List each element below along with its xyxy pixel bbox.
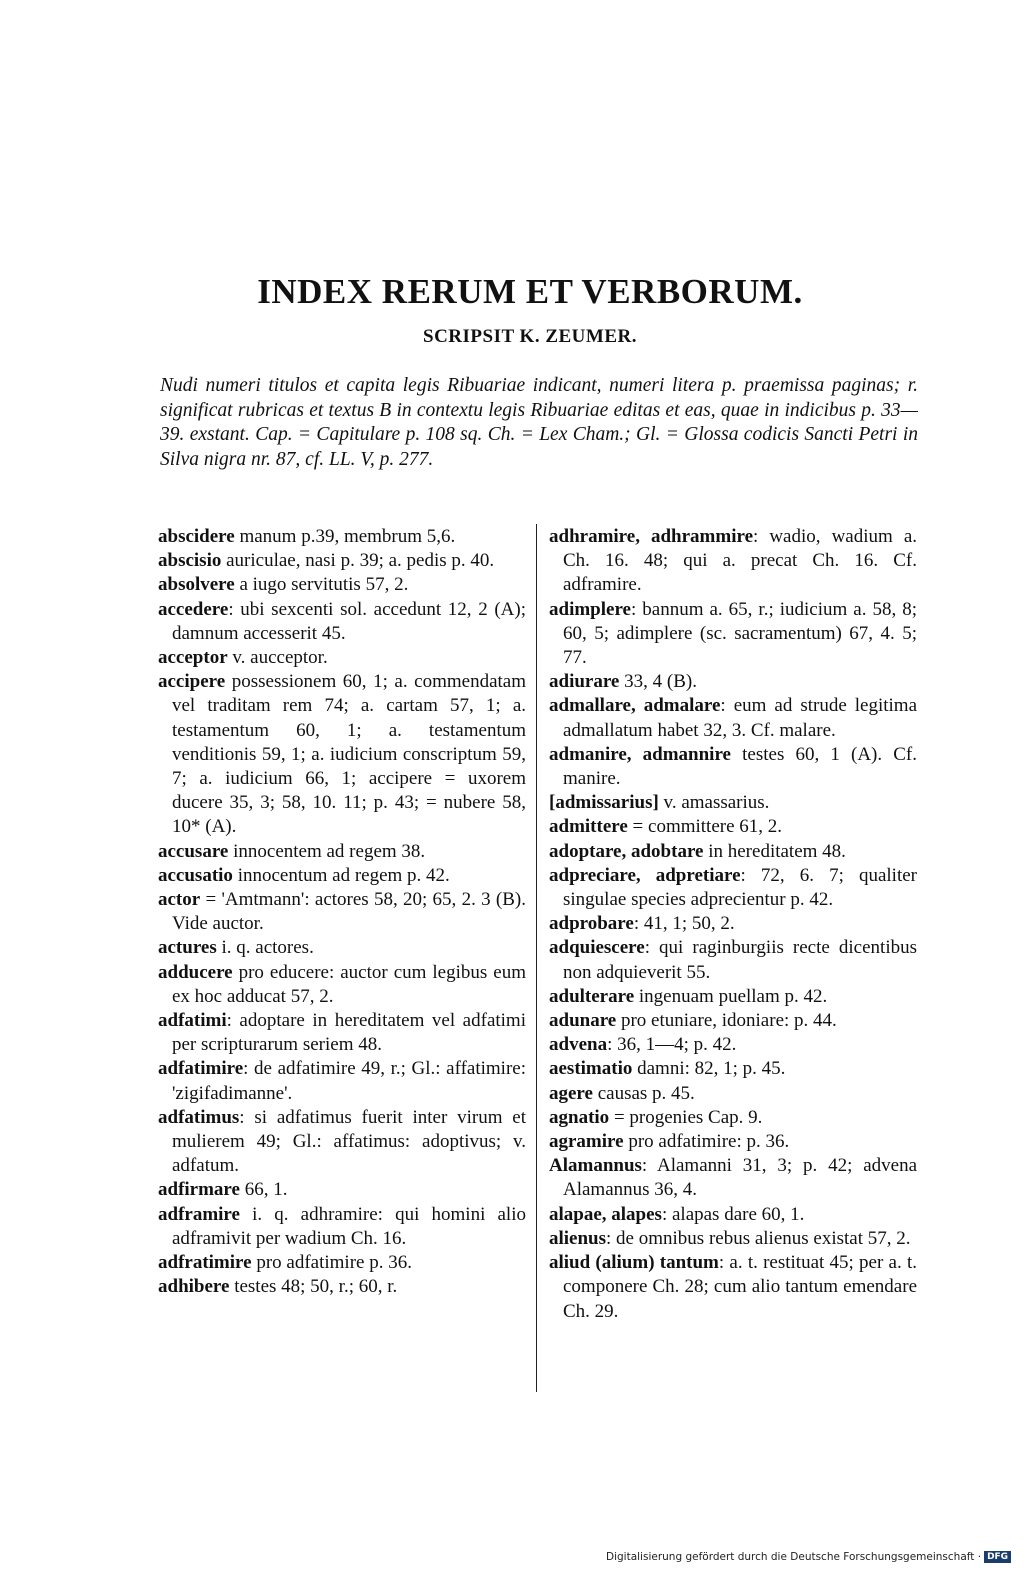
index-entry <box>158 646 526 670</box>
index-entry <box>158 670 526 839</box>
entry-text: testes 60, 1 (A). Cf. manire. <box>563 743 917 790</box>
index-entry <box>158 549 526 573</box>
index-column-right <box>549 525 917 1324</box>
entry-text: pro adfatimire: p. 36. <box>623 1131 790 1153</box>
entry-headword: accipere <box>158 671 226 693</box>
entry-text: : 72, 6. 7; qualiter singulae species adprecientur p. 42. <box>563 864 917 911</box>
entry-headword: agere <box>549 1082 593 1104</box>
column-divider <box>536 524 537 1392</box>
index-entry <box>549 1033 917 1057</box>
entry-headword: accusatio <box>158 864 233 886</box>
entry-text: i. q. actores. <box>216 937 314 959</box>
entry-text: = committere 61, 2. <box>627 816 783 838</box>
entry-headword: adducere <box>158 961 233 983</box>
index-entry <box>158 840 526 864</box>
entry-text: causas p. 45. <box>592 1082 695 1104</box>
entry-headword: adiurare <box>549 671 620 693</box>
entry-text: : ubi sexcenti sol. accedunt 12, 2 (A); damnum accesserit 45. <box>172 598 526 644</box>
entry-headword: adimplere <box>549 598 631 620</box>
entry-text: : de adfatimire 49, r.; Gl.: affatimire: 'zigifadimanne'. <box>172 1058 526 1104</box>
index-column-left <box>158 525 526 1300</box>
entry-headword: adfratimire <box>158 1252 252 1274</box>
entry-text: in hereditatem 48. <box>703 840 846 862</box>
entry-text: pro educere: auctor cum legibus eum ex hoc adducat 57, 2. <box>172 961 526 1007</box>
entry-text: : si adfatimus fuerit inter virum et mulierem 49; Gl.: affatimus: adoptivus; v. adfatum. <box>172 1106 526 1177</box>
entry-text: = progenies Cap. 9. <box>609 1106 763 1128</box>
entry-headword: adquiescere <box>549 937 645 959</box>
entry-headword: alienus <box>549 1227 607 1249</box>
entry-headword: actures <box>158 937 217 959</box>
index-entry <box>549 1227 917 1251</box>
entry-text: : Alamanni 31, 3; p. 42; advena Alamannus 36, 4. <box>563 1155 917 1201</box>
entry-headword: agramire <box>549 1131 624 1153</box>
entry-text: auriculae, nasi p. 39; a. pedis p. 40. <box>221 550 495 572</box>
entry-text: 66, 1. <box>239 1179 288 1201</box>
entry-headword: adfirmare <box>158 1179 240 1201</box>
entry-headword: actor <box>158 889 201 911</box>
entry-text: testes 48; 50, r.; 60, r. <box>229 1276 398 1298</box>
entry-headword: aliud (alium) tantum <box>549 1252 719 1274</box>
entry-headword: acceptor <box>158 647 228 669</box>
index-entry <box>158 936 526 960</box>
index-entry <box>158 864 526 888</box>
index-entry <box>158 1203 526 1251</box>
entry-text: : 36, 1—4; p. 42. <box>607 1034 737 1056</box>
index-entry <box>549 840 917 864</box>
entry-headword: accedere <box>158 598 229 620</box>
entry-headword: adulterare <box>549 985 635 1007</box>
entry-headword: abscidere <box>158 526 235 547</box>
entry-text: : adoptare in hereditatem vel adfatimi per scripturarum seriem 48. <box>172 1010 526 1056</box>
index-entry <box>549 985 917 1009</box>
index-entry <box>549 1009 917 1033</box>
entry-headword: adoptare, adobtare <box>549 840 704 862</box>
entry-text: = 'Amtmann': actores 58, 20; 65, 2. 3 (B). Vide auctor. <box>172 889 526 935</box>
entry-headword: adunare <box>549 1010 617 1032</box>
index-entry <box>549 912 917 936</box>
entry-text: : bannum a. 65, r.; iudicium a. 58, 8; 60, 5; adimplere (sc. sacramentum) 67, 4. 5; 77. <box>563 598 917 669</box>
entry-text: innocentum ad regem p. 42. <box>232 864 450 886</box>
index-entry <box>158 1106 526 1179</box>
entry-headword: aestimatio <box>549 1058 633 1080</box>
entry-text: : de omnibus rebus alienus existat 57, 2. <box>606 1227 911 1249</box>
entry-headword: adframire <box>158 1203 240 1225</box>
entry-headword: adpreciare, adpretiare <box>549 864 741 886</box>
entry-headword: adhibere <box>158 1276 230 1298</box>
entry-headword: admanire, admannire <box>549 743 731 765</box>
entry-headword: adfatimi <box>158 1010 227 1032</box>
entry-headword: adfatimus <box>158 1106 240 1128</box>
entry-headword: agnatio <box>549 1106 610 1128</box>
footer-text: Digitalisierung gefördert durch die Deutsche Forschungsgemeinschaft · <box>606 1551 982 1563</box>
entry-text: pro adfatimire p. 36. <box>251 1252 412 1274</box>
index-entry <box>549 743 917 791</box>
entry-headword: accusare <box>158 840 229 862</box>
index-entry <box>549 1106 917 1130</box>
entry-text: 33, 4 (B). <box>619 671 697 693</box>
index-entry <box>549 936 917 984</box>
entry-headword: Alamannus <box>549 1155 642 1177</box>
index-entry <box>549 1154 917 1202</box>
index-entry <box>158 888 526 936</box>
entry-headword: admallare, admalare <box>549 695 721 717</box>
index-entry <box>549 791 917 815</box>
entry-text: innocentem ad regem 38. <box>228 840 426 862</box>
index-entry <box>549 525 917 598</box>
entry-headword: admittere <box>549 816 628 838</box>
index-entry <box>549 670 917 694</box>
entry-text: possessionem 60, 1; a. commendatam vel traditam rem 74; a. cartam 57, 1; a. testamentum 60, 1; a. testamentum venditionis 59, 1; a. iudicium conscriptum 59, 7; a. iudicium 66, 1; accipere = uxorem ducere 35, 3; 58, 10. 11; p. 43; = nubere 58, 10* (A). <box>172 671 526 838</box>
index-entry <box>158 573 526 597</box>
entry-text: pro etuniare, idoniare: p. 44. <box>616 1010 837 1032</box>
entry-headword: [admissarius] <box>549 792 659 814</box>
index-entry <box>549 1251 917 1324</box>
page-subtitle: SCRIPSIT K. ZEUMER. <box>423 326 637 347</box>
index-entry <box>549 1130 917 1154</box>
entry-text: : eum ad strude legitima admallatum habet 32, 3. Cf. malare. <box>563 695 918 741</box>
index-entry <box>549 694 917 742</box>
entry-headword: absolvere <box>158 574 235 596</box>
entry-text: : a. t. restituat 45; per a. t. componere Ch. 28; cum alio tantum emendare Ch. 29. <box>563 1252 917 1322</box>
dfg-logo: DFG <box>984 1551 1011 1563</box>
entry-text: : alapas dare 60, 1. <box>661 1203 805 1225</box>
entry-headword: abscisio <box>158 550 222 572</box>
entry-text: ingenuam puellam p. 42. <box>634 985 828 1007</box>
entry-text: a iugo servitutis 57, 2. <box>234 574 409 596</box>
entry-text: : 41, 1; 50, 2. <box>633 913 735 935</box>
index-entry <box>549 815 917 839</box>
index-entry <box>549 598 917 671</box>
entry-text: : qui raginburgiis recte dicentibus non adquieverit 55. <box>563 937 917 983</box>
entry-text: i. q. adhramire: qui homini alio adframivit per wadium Ch. 16. <box>172 1203 526 1249</box>
index-entry <box>158 525 526 549</box>
entry-headword: adprobare <box>549 913 634 935</box>
entry-text: damni: 82, 1; p. 45. <box>632 1058 786 1080</box>
entry-headword: adhramire, adhrammire <box>549 526 754 547</box>
index-entry <box>549 864 917 912</box>
index-entry <box>158 1057 526 1105</box>
entry-headword: adfatimire <box>158 1058 244 1080</box>
entry-text: v. amassarius. <box>658 792 770 814</box>
entry-text: manum p.39, membrum 5,6. <box>234 526 456 547</box>
index-entry <box>158 961 526 1009</box>
entry-headword: alapae, alapes <box>549 1203 662 1225</box>
page-title: INDEX RERUM ET VERBORUM. <box>257 272 803 311</box>
index-entry <box>158 1275 526 1299</box>
entry-text: : wadio, wadium a. Ch. 16. 48; qui a. precat Ch. 16. Cf. adframire. <box>563 526 918 596</box>
index-entry <box>549 1203 917 1227</box>
index-entry <box>158 598 526 646</box>
index-entry <box>158 1009 526 1057</box>
intro-paragraph: Nudi numeri titulos et capita legis Ribuariae indicant, numeri litera p. praemissa paginas; r. significat rubricas et textus B in contextu legis Ribuariae editas et eas, quae in indicibus p. 33—39. exstant. Cap. = Capitulare p. 108 sq. Ch. = Lex Cham.; Gl. = Glossa codicis Sancti Petri in Silva nigra nr. 87, cf. LL. V, p. 277. <box>160 375 918 470</box>
footer-credit <box>606 1551 1011 1563</box>
index-entry <box>549 1082 917 1106</box>
index-entry <box>158 1178 526 1202</box>
index-entry <box>158 1251 526 1275</box>
entry-text: v. aucceptor. <box>227 647 328 669</box>
index-entry <box>549 1057 917 1081</box>
entry-headword: advena <box>549 1034 608 1056</box>
